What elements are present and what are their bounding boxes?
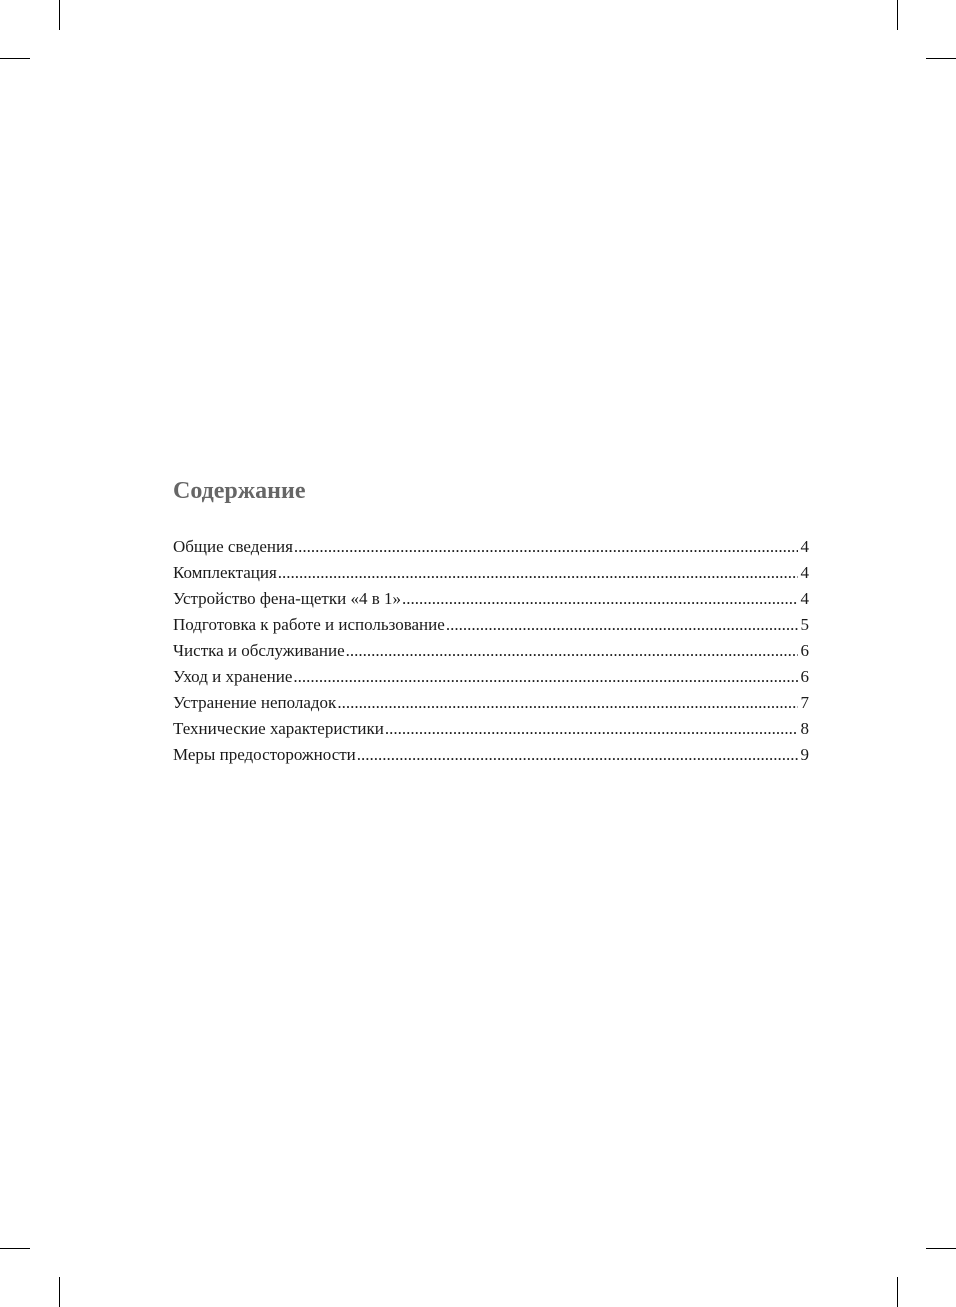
crop-mark-bottom-left-horizontal	[0, 1248, 30, 1249]
toc-entry-label: Комплектация	[173, 563, 277, 582]
toc-entry-label: Уход и хранение	[173, 667, 293, 686]
toc-title: Содержание	[173, 478, 306, 504]
toc-entry-label: Чистка и обслуживание	[173, 641, 345, 660]
toc-leader-dots	[357, 742, 798, 768]
toc-entry-page: 7	[800, 693, 809, 712]
toc-entry[interactable]	[173, 586, 809, 612]
toc-leader-dots	[402, 586, 798, 612]
toc-entry-label: Устройство фена-щетки «4 в 1»	[173, 589, 401, 608]
toc-entry[interactable]	[173, 664, 809, 690]
toc-entry-label: Технические характеристики	[173, 719, 384, 738]
toc-leader-dots	[278, 560, 798, 586]
toc-entry-page: 8	[800, 719, 809, 738]
toc-entry-label: Устранение неполадок	[173, 693, 337, 712]
toc-entry-page: 4	[800, 589, 809, 608]
crop-mark-top-right-horizontal	[926, 58, 956, 59]
toc-leader-dots	[385, 716, 798, 742]
toc-entry[interactable]	[173, 612, 809, 638]
toc-entry-page: 5	[800, 615, 809, 634]
toc-entry-label: Общие сведения	[173, 537, 293, 556]
toc-entry-page: 6	[800, 667, 809, 686]
toc-entry[interactable]	[173, 560, 809, 586]
toc-leader-dots	[294, 534, 798, 560]
toc-entry-page: 4	[800, 563, 809, 582]
toc-leader-dots	[293, 664, 797, 690]
toc-entry-page: 9	[800, 745, 809, 764]
toc-leader-dots	[446, 612, 798, 638]
toc-list	[173, 534, 809, 768]
crop-mark-top-left-vertical	[59, 0, 60, 30]
crop-mark-top-left-horizontal	[0, 58, 30, 59]
toc-entry-page: 6	[800, 641, 809, 660]
toc-leader-dots	[346, 638, 798, 664]
toc-entry[interactable]	[173, 742, 809, 768]
toc-entry[interactable]	[173, 690, 809, 716]
toc-entry[interactable]	[173, 716, 809, 742]
toc-entry-page: 4	[800, 537, 809, 556]
toc-leader-dots	[337, 690, 797, 716]
toc-entry[interactable]	[173, 638, 809, 664]
crop-mark-top-right-vertical	[897, 0, 898, 30]
crop-mark-bottom-left-vertical	[59, 1277, 60, 1307]
crop-mark-bottom-right-horizontal	[926, 1248, 956, 1249]
table-of-contents	[173, 476, 809, 768]
toc-entry[interactable]	[173, 534, 809, 560]
toc-entry-label: Меры предосторожности	[173, 745, 356, 764]
crop-mark-bottom-right-vertical	[897, 1277, 898, 1307]
toc-entry-label: Подготовка к работе и использование	[173, 615, 445, 634]
